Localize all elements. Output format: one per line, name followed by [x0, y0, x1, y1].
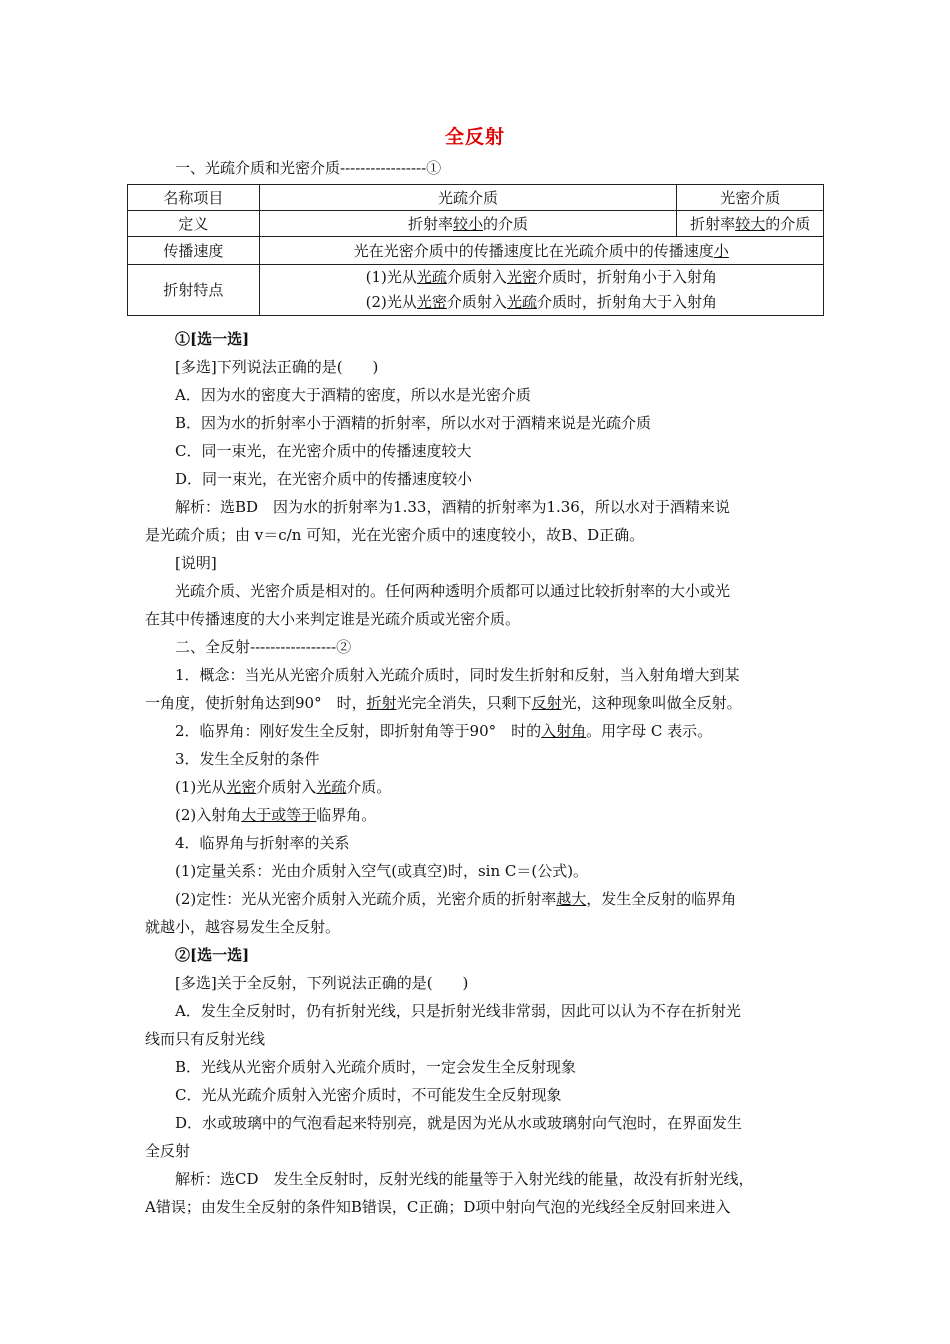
underlined-answer: 光疏	[416, 268, 447, 286]
option-a: A．发生全反射时，仍有折射光线，只是折射光线非常弱，因此可以认为不存在折射光	[175, 1002, 741, 1020]
cell-text: 的介质	[483, 214, 529, 233]
text-span: 2．临界角：刚好发生全反射，即折射角等于90° 时的	[175, 722, 542, 740]
underlined-answer: 大于或等于	[241, 806, 317, 824]
row-label: 定义	[128, 211, 260, 237]
row-label: 折射特点	[128, 265, 260, 316]
section-heading-2: 二、全反射-----------------②	[175, 638, 352, 656]
text-span: (1)光从	[175, 778, 227, 796]
underlined-answer: 光密	[416, 293, 447, 311]
underlined-answer: 小	[713, 241, 729, 260]
paragraph	[145, 693, 742, 713]
paragraph: 1．概念：当光从光密介质射入光疏介质时，同时发生折射和反射，当入射角增大到某	[175, 666, 740, 684]
text-span: 临界角。	[316, 806, 377, 824]
paragraph: 4．临界角与折射率的关系	[175, 834, 350, 852]
analysis-text: 解析：选CD 发生全反射时，反射光线的能量等于入射光线的能量，故没有折射光线，	[175, 1170, 754, 1188]
text-span: ，发生全反射的临界角	[586, 890, 737, 908]
underlined-answer: 光疏	[316, 778, 347, 796]
underlined-answer: 光密	[506, 268, 537, 286]
note-text: 在其中传播速度的大小来判定谁是光疏介质或光密介质。	[145, 610, 521, 628]
text-span: 。用字母 C 表示。	[586, 722, 713, 740]
table-row	[128, 211, 824, 237]
table-cell	[259, 211, 677, 237]
table-cell	[259, 237, 823, 265]
underlined-answer: 反射	[531, 694, 562, 712]
underlined-answer: 较小	[453, 214, 484, 233]
paragraph	[175, 805, 376, 825]
cell-text: (1)光从	[365, 268, 417, 286]
option-a: A．因为水的密度大于酒精的密度，所以水是光密介质	[175, 386, 531, 404]
cell-text: 介质时，折射角大于入射角	[536, 293, 717, 311]
table-cell	[259, 265, 823, 316]
text-span: 光完全消失，只剩下	[396, 694, 532, 712]
underlined-answer: 越大	[556, 890, 587, 908]
cell-text: 介质时，折射角小于入射角	[536, 268, 717, 286]
text-span: 一角度，使折射角达到90° 时，	[145, 694, 367, 712]
text-span: 光，这种现象叫做全反射。	[561, 694, 742, 712]
cell-line	[260, 265, 823, 290]
option-b: B．光线从光密介质射入光疏介质时，一定会发生全反射现象	[175, 1058, 577, 1076]
paragraph	[175, 777, 391, 797]
cell-text: 折射率	[690, 214, 736, 233]
question-stem: [多选]关于全反射，下列说法正确的是( )	[175, 974, 469, 992]
cell-text: (2)光从	[365, 293, 417, 311]
table-row	[128, 237, 824, 265]
page-title: 全反射	[444, 126, 505, 148]
analysis-text: 解析：选BD 因为水的折射率为1.33，酒精的折射率为1.36，所以水对于酒精来说	[175, 498, 730, 516]
cell-text: 光在光密介质中的传播速度比在光疏介质中的传播速度	[353, 241, 714, 260]
table-cell	[677, 211, 824, 237]
option-d: D．同一束光，在光密介质中的传播速度较小	[175, 470, 473, 488]
question-stem: [多选]下列说法正确的是( )	[175, 358, 379, 376]
text-span: 介质。	[346, 778, 392, 796]
table-row	[128, 265, 824, 316]
option-c: C．同一束光，在光密介质中的传播速度较大	[175, 442, 472, 460]
cell-text: 折射率	[407, 214, 453, 233]
text-span: 介质射入	[256, 778, 317, 796]
exercise-tag: ①[选一选]	[175, 330, 250, 348]
cell-text: 介质射入	[446, 293, 507, 311]
text-span: (2)定性：光从光密介质射入光疏介质，光密介质的折射率	[175, 890, 557, 908]
note-text: 光疏介质、光密介质是相对的。任何两种透明介质都可以通过比较折射率的大小或光	[175, 582, 731, 600]
underlined-answer: 较大	[735, 214, 766, 233]
analysis-text: 是光疏介质；由 v＝c/n 可知，光在光密介质中的速度较小，故B、D正确。	[145, 526, 645, 544]
option-d-cont: 全反射	[145, 1142, 191, 1160]
underlined-answer: 光疏	[506, 293, 537, 311]
underlined-answer: 光密	[226, 778, 257, 796]
option-c: C．光从光疏介质射入光密介质时，不可能发生全反射现象	[175, 1086, 562, 1104]
section-heading-1: 一、光疏介质和光密介质-----------------①	[175, 159, 442, 177]
underlined-answer: 折射	[366, 694, 397, 712]
paragraph	[175, 721, 712, 741]
paragraph: 3．发生全反射的条件	[175, 750, 320, 768]
cell-text: 介质射入	[446, 268, 507, 286]
row-label: 传播速度	[128, 237, 260, 265]
header-cell: 光疏介质	[259, 185, 677, 211]
cell-text: 的介质	[765, 214, 811, 233]
text-span: (2)入射角	[175, 806, 242, 824]
note-tag: [说明]	[175, 554, 217, 572]
paragraph	[175, 889, 736, 909]
option-b: B．因为水的折射率小于酒精的折射率，所以水对于酒精来说是光疏介质	[175, 414, 652, 432]
option-d: D．水或玻璃中的气泡看起来特别亮，就是因为光从水或玻璃射向气泡时，在界面发生	[175, 1114, 743, 1132]
media-comparison-table	[127, 184, 824, 316]
exercise-tag: ②[选一选]	[175, 946, 250, 964]
option-a-cont: 线而只有反射光线	[145, 1030, 266, 1048]
analysis-text: A错误；由发生全反射的条件知B错误，C正确；D项中射向气泡的光线经全反射回来进入	[145, 1198, 731, 1216]
header-cell: 名称项目	[128, 185, 260, 211]
paragraph: 就越小，越容易发生全反射。	[145, 918, 341, 936]
table-header-row	[128, 185, 824, 211]
paragraph: (1)定量关系：光由介质射入空气(或真空)时，sin C＝(公式)。	[175, 862, 589, 880]
underlined-answer: 入射角	[541, 722, 587, 740]
cell-line	[260, 290, 823, 315]
header-cell: 光密介质	[677, 185, 824, 211]
